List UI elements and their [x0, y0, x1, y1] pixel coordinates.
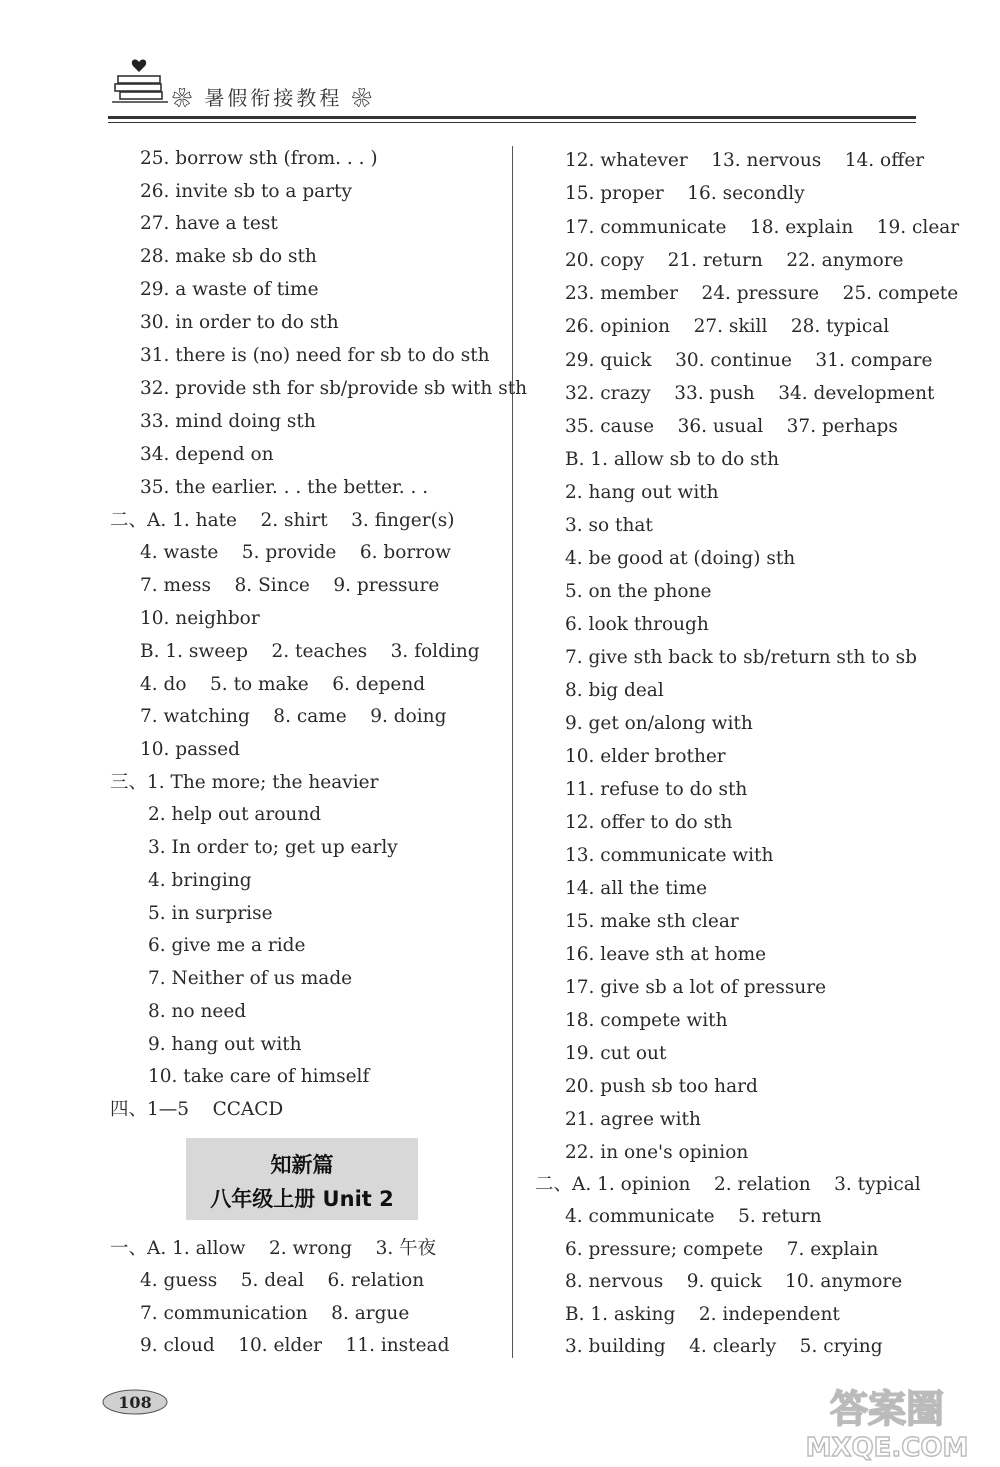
header-title — [172, 82, 375, 111]
section-line: 四、1—5 CCACD — [110, 1099, 284, 1120]
answer-line: 3. building 4. clearly 5. crying — [565, 1336, 883, 1357]
answer-line: 10. take care of himself — [148, 1066, 370, 1087]
answer-line: 26. opinion 27. skill 28. typical — [565, 316, 890, 337]
answer-line: 4. do 5. to make 6. depend — [140, 674, 426, 695]
header-rule-thick — [108, 116, 916, 119]
answer-line: 9. get on/along with — [565, 713, 753, 734]
answer-line: 30. in order to do sth — [140, 312, 339, 333]
answer-line: 6. look through — [565, 614, 709, 635]
answer-line: 3. so that — [565, 515, 653, 536]
answer-line: 35. the earlier. . . the better. . . — [140, 477, 429, 498]
answer-line: 29. a waste of time — [140, 279, 319, 300]
answer-line: 6. pressure; compete 7. explain — [565, 1239, 879, 1260]
answer-line: 5. in surprise — [148, 903, 273, 924]
answer-line: 8. no need — [148, 1001, 247, 1022]
answer-line: 4. guess 5. deal 6. relation — [140, 1270, 425, 1291]
flower-right-icon: ❀ — [351, 86, 375, 110]
answer-line: 10. neighbor — [140, 608, 260, 629]
answer-line: 26. invite sb to a party — [140, 181, 352, 202]
answer-line: 12. whatever 13. nervous 14. offer — [565, 150, 925, 171]
section-line: B. 1. asking 2. independent — [565, 1304, 840, 1325]
answer-line: 15. proper 16. secondly — [565, 183, 805, 204]
answer-line: 16. leave sth at home — [565, 944, 767, 965]
answer-line: 2. hang out with — [565, 482, 719, 503]
answer-line: 19. cut out — [565, 1043, 667, 1064]
answer-line: 10. passed — [140, 739, 240, 760]
answer-line: 17. give sb a lot of pressure — [565, 977, 827, 998]
answer-line: 4. bringing — [148, 870, 252, 891]
section-line: B. 1. allow sb to do sth — [565, 449, 779, 470]
answer-line: 5. on the phone — [565, 581, 712, 602]
section-line: 二、A. 1. hate 2. shirt 3. finger(s) — [110, 510, 455, 531]
answer-line: 20. push sb too hard — [565, 1076, 758, 1097]
section-line: 一、A. 1. allow 2. wrong 3. 午夜 — [110, 1238, 437, 1259]
answer-line: 21. agree with — [565, 1109, 701, 1130]
watermark-logo — [782, 1380, 992, 1462]
answer-line: B. 1. sweep 2. teaches 3. folding — [140, 641, 480, 662]
answer-line: 25. borrow sth (from. . . ) — [140, 148, 378, 169]
answer-line: 6. give me a ride — [148, 935, 306, 956]
header-rule-thin — [108, 122, 916, 123]
answer-line: 35. cause 36. usual 37. perhaps — [565, 416, 898, 437]
flower-left-icon: ❀ — [172, 86, 195, 110]
answer-line: 20. copy 21. return 22. anymore — [565, 250, 904, 271]
page-number-badge — [102, 1389, 168, 1415]
answer-line: 32. crazy 33. push 34. development — [565, 383, 935, 404]
column-divider — [512, 146, 513, 1358]
answer-line: 9. hang out with — [148, 1034, 302, 1055]
answer-line: 7. give sth back to sb/return sth to sb — [565, 647, 917, 668]
watermark-site-text: MXQE.COM — [805, 1433, 969, 1462]
section-line: 二、A. 1. opinion 2. relation 3. typical — [535, 1174, 921, 1195]
answer-line: 22. in one's opinion — [565, 1142, 749, 1163]
answer-line: 34. depend on — [140, 444, 274, 465]
answer-line: 8. big deal — [565, 680, 664, 701]
answer-line: 15. make sth clear — [565, 911, 739, 932]
answer-line: 29. quick 30. continue 31. compare — [565, 350, 933, 371]
answer-line: 31. there is (no) need for sb to do sth — [140, 345, 490, 366]
answer-line: 33. mind doing sth — [140, 411, 316, 432]
watermark-logo-text: 答案圈 — [829, 1387, 945, 1431]
answer-line: 12. offer to do sth — [565, 812, 733, 833]
answer-line: 14. all the time — [565, 878, 708, 899]
answer-line: 32. provide sth for sb/provide sb with sth — [140, 378, 528, 399]
header-title-text: 暑假衔接教程 — [204, 86, 343, 110]
answer-line: 7. communication 8. argue — [140, 1303, 410, 1324]
answer-line: 7. mess 8. Since 9. pressure — [140, 575, 440, 596]
answer-line: 9. cloud 10. elder 11. instead — [140, 1335, 450, 1356]
answer-line: 7. Neither of us made — [148, 968, 353, 989]
answer-line: 4. communicate 5. return — [565, 1206, 822, 1227]
answer-line: 7. watching 8. came 9. doing — [140, 706, 447, 727]
answer-line: 3. In order to; get up early — [148, 837, 398, 858]
section-line: 三、1. The more; the heavier — [110, 772, 379, 793]
answer-line: 28. make sb do sth — [140, 246, 317, 267]
answer-line: 4. be good at (doing) sth — [565, 548, 796, 569]
answer-line: 10. elder brother — [565, 746, 726, 767]
book-heart-logo-icon — [112, 58, 168, 108]
answer-line: 8. nervous 9. quick 10. anymore — [565, 1271, 903, 1292]
answer-line: 23. member 24. pressure 25. compete — [565, 283, 959, 304]
answer-line: 4. waste 5. provide 6. borrow — [140, 542, 452, 563]
section-subtitle: 八年级上册 Unit 2 — [210, 1187, 394, 1211]
answer-line: 27. have a test — [140, 213, 278, 234]
answer-line: 17. communicate 18. explain 19. clear — [565, 217, 960, 238]
answer-line: 11. refuse to do sth — [565, 779, 748, 800]
page-number: 108 — [118, 1393, 152, 1412]
answer-line: 13. communicate with — [565, 845, 774, 866]
section-title: 知新篇 — [270, 1153, 334, 1177]
answer-line: 18. compete with — [565, 1010, 728, 1031]
answer-line: 2. help out around — [148, 804, 322, 825]
